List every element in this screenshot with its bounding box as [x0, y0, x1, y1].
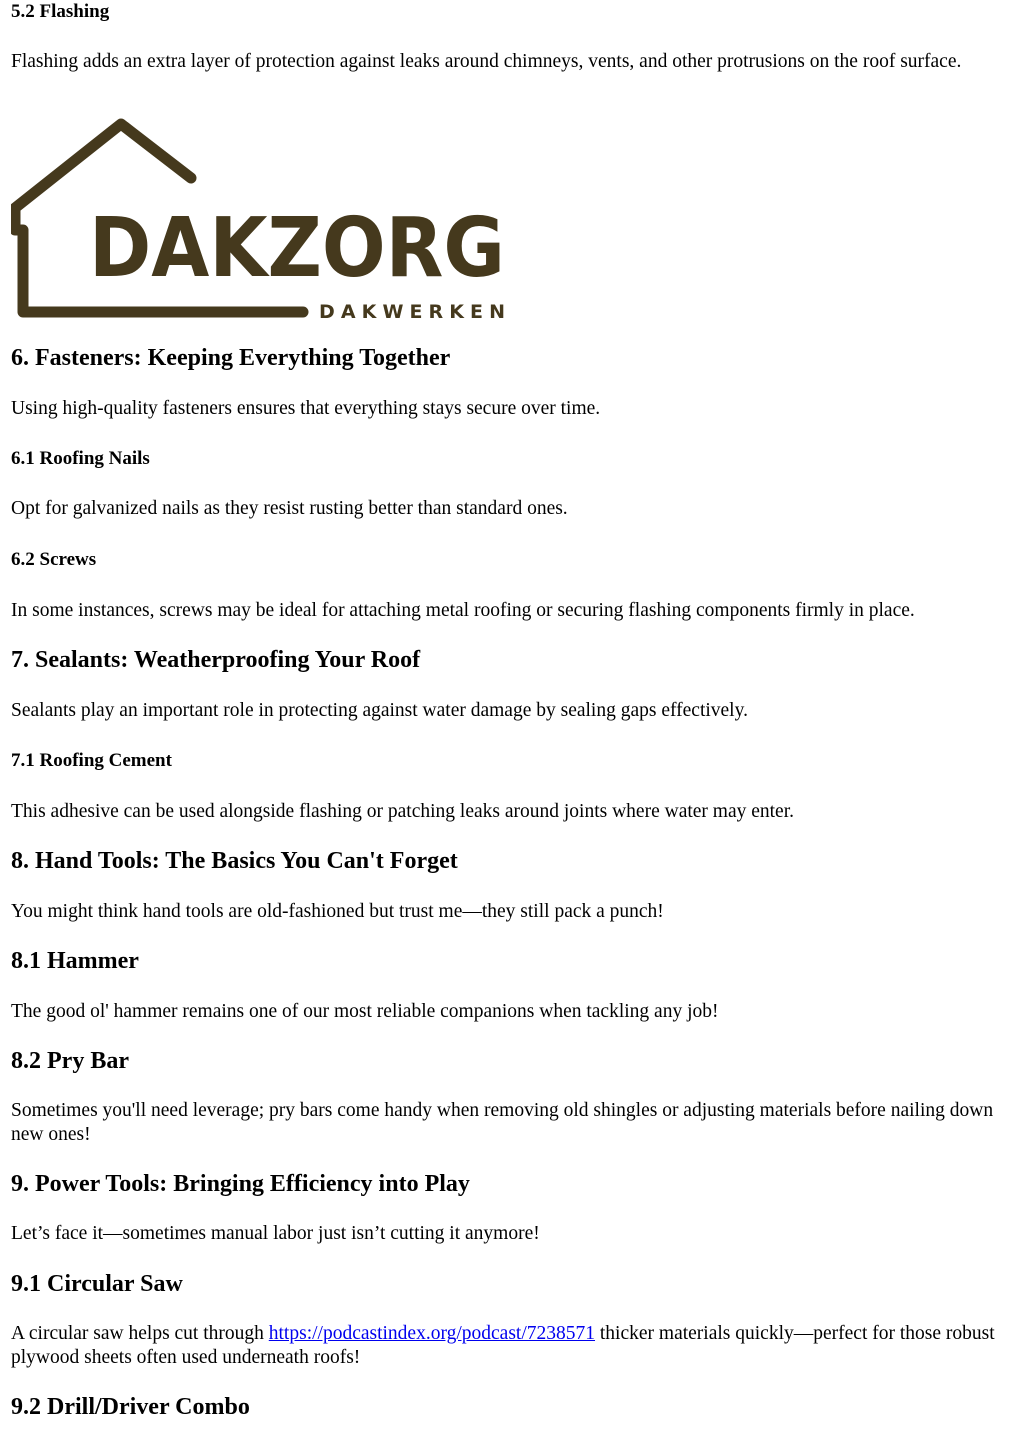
heading-drill-driver: 9.2 Drill/Driver Combo — [11, 1394, 250, 1420]
paragraph-power-tools: Let’s face it—sometimes manual labor just isn’t cutting it anymore! — [11, 1223, 540, 1244]
paragraph-hammer: The good ol' hammer remains one of our most reliable companions when tackling any job! — [11, 1001, 719, 1022]
circular-saw-text-before: A circular saw helps cut through — [11, 1323, 269, 1344]
heading-circular-saw: 9.1 Circular Saw — [11, 1271, 183, 1297]
dakzorg-logo — [11, 118, 507, 322]
paragraph-sealants: Sealants play an important role in protecting against water damage by sealing gaps effectively. — [11, 700, 748, 721]
paragraph-circular-saw — [11, 1322, 1006, 1369]
heading-screws: 6.2 Screws — [11, 549, 97, 570]
paragraph-pry-bar: Sometimes you'll need leverage; pry bars come handy when removing old shingles or adjusting materials before nailing down new ones! — [11, 1100, 994, 1145]
circular-saw-text-after: thicker materials quickly—perfect for those robust plywood sheets often used underneath roofs! — [11, 1323, 995, 1368]
paragraph-fasteners: Using high-quality fasteners ensures that everything stays secure over time. — [11, 398, 601, 419]
logo-tagline: DAKWERKEN — [319, 301, 505, 322]
paragraph-screws: In some instances, screws may be ideal for attaching metal roofing or securing flashing components firmly in place. — [11, 600, 915, 621]
paragraph-roofing-nails: Opt for galvanized nails as they resist rusting better than standard ones. — [11, 498, 568, 519]
heading-sealants: 7. Sealants: Weatherproofing Your Roof — [11, 647, 421, 673]
heading-flashing: 5.2 Flashing — [11, 1, 110, 22]
logo-wordmark: DAKZORG — [89, 201, 505, 296]
paragraph-flashing: Flashing adds an extra layer of protection against leaks around chimneys, vents, and other protrusions on the roof surface. — [11, 51, 962, 72]
podcast-link[interactable]: https://podcastindex.org/podcast/7238571 — [268, 1323, 596, 1344]
heading-roofing-nails: 6.1 Roofing Nails — [11, 448, 150, 469]
heading-power-tools: 9. Power Tools: Bringing Efficiency into Play — [11, 1171, 470, 1197]
heading-pry-bar: 8.2 Pry Bar — [11, 1048, 129, 1074]
paragraph-roofing-cement: This adhesive can be used alongside flashing or patching leaks around joints where water may enter. — [11, 801, 795, 822]
heading-hammer: 8.1 Hammer — [11, 948, 139, 974]
heading-fasteners: 6. Fasteners: Keeping Everything Together — [11, 345, 451, 371]
heading-roofing-cement: 7.1 Roofing Cement — [11, 750, 172, 771]
paragraph-hand-tools: You might think hand tools are old-fashioned but trust me—they still pack a punch! — [11, 901, 664, 922]
heading-hand-tools: 8. Hand Tools: The Basics You Can't Forget — [11, 848, 458, 874]
